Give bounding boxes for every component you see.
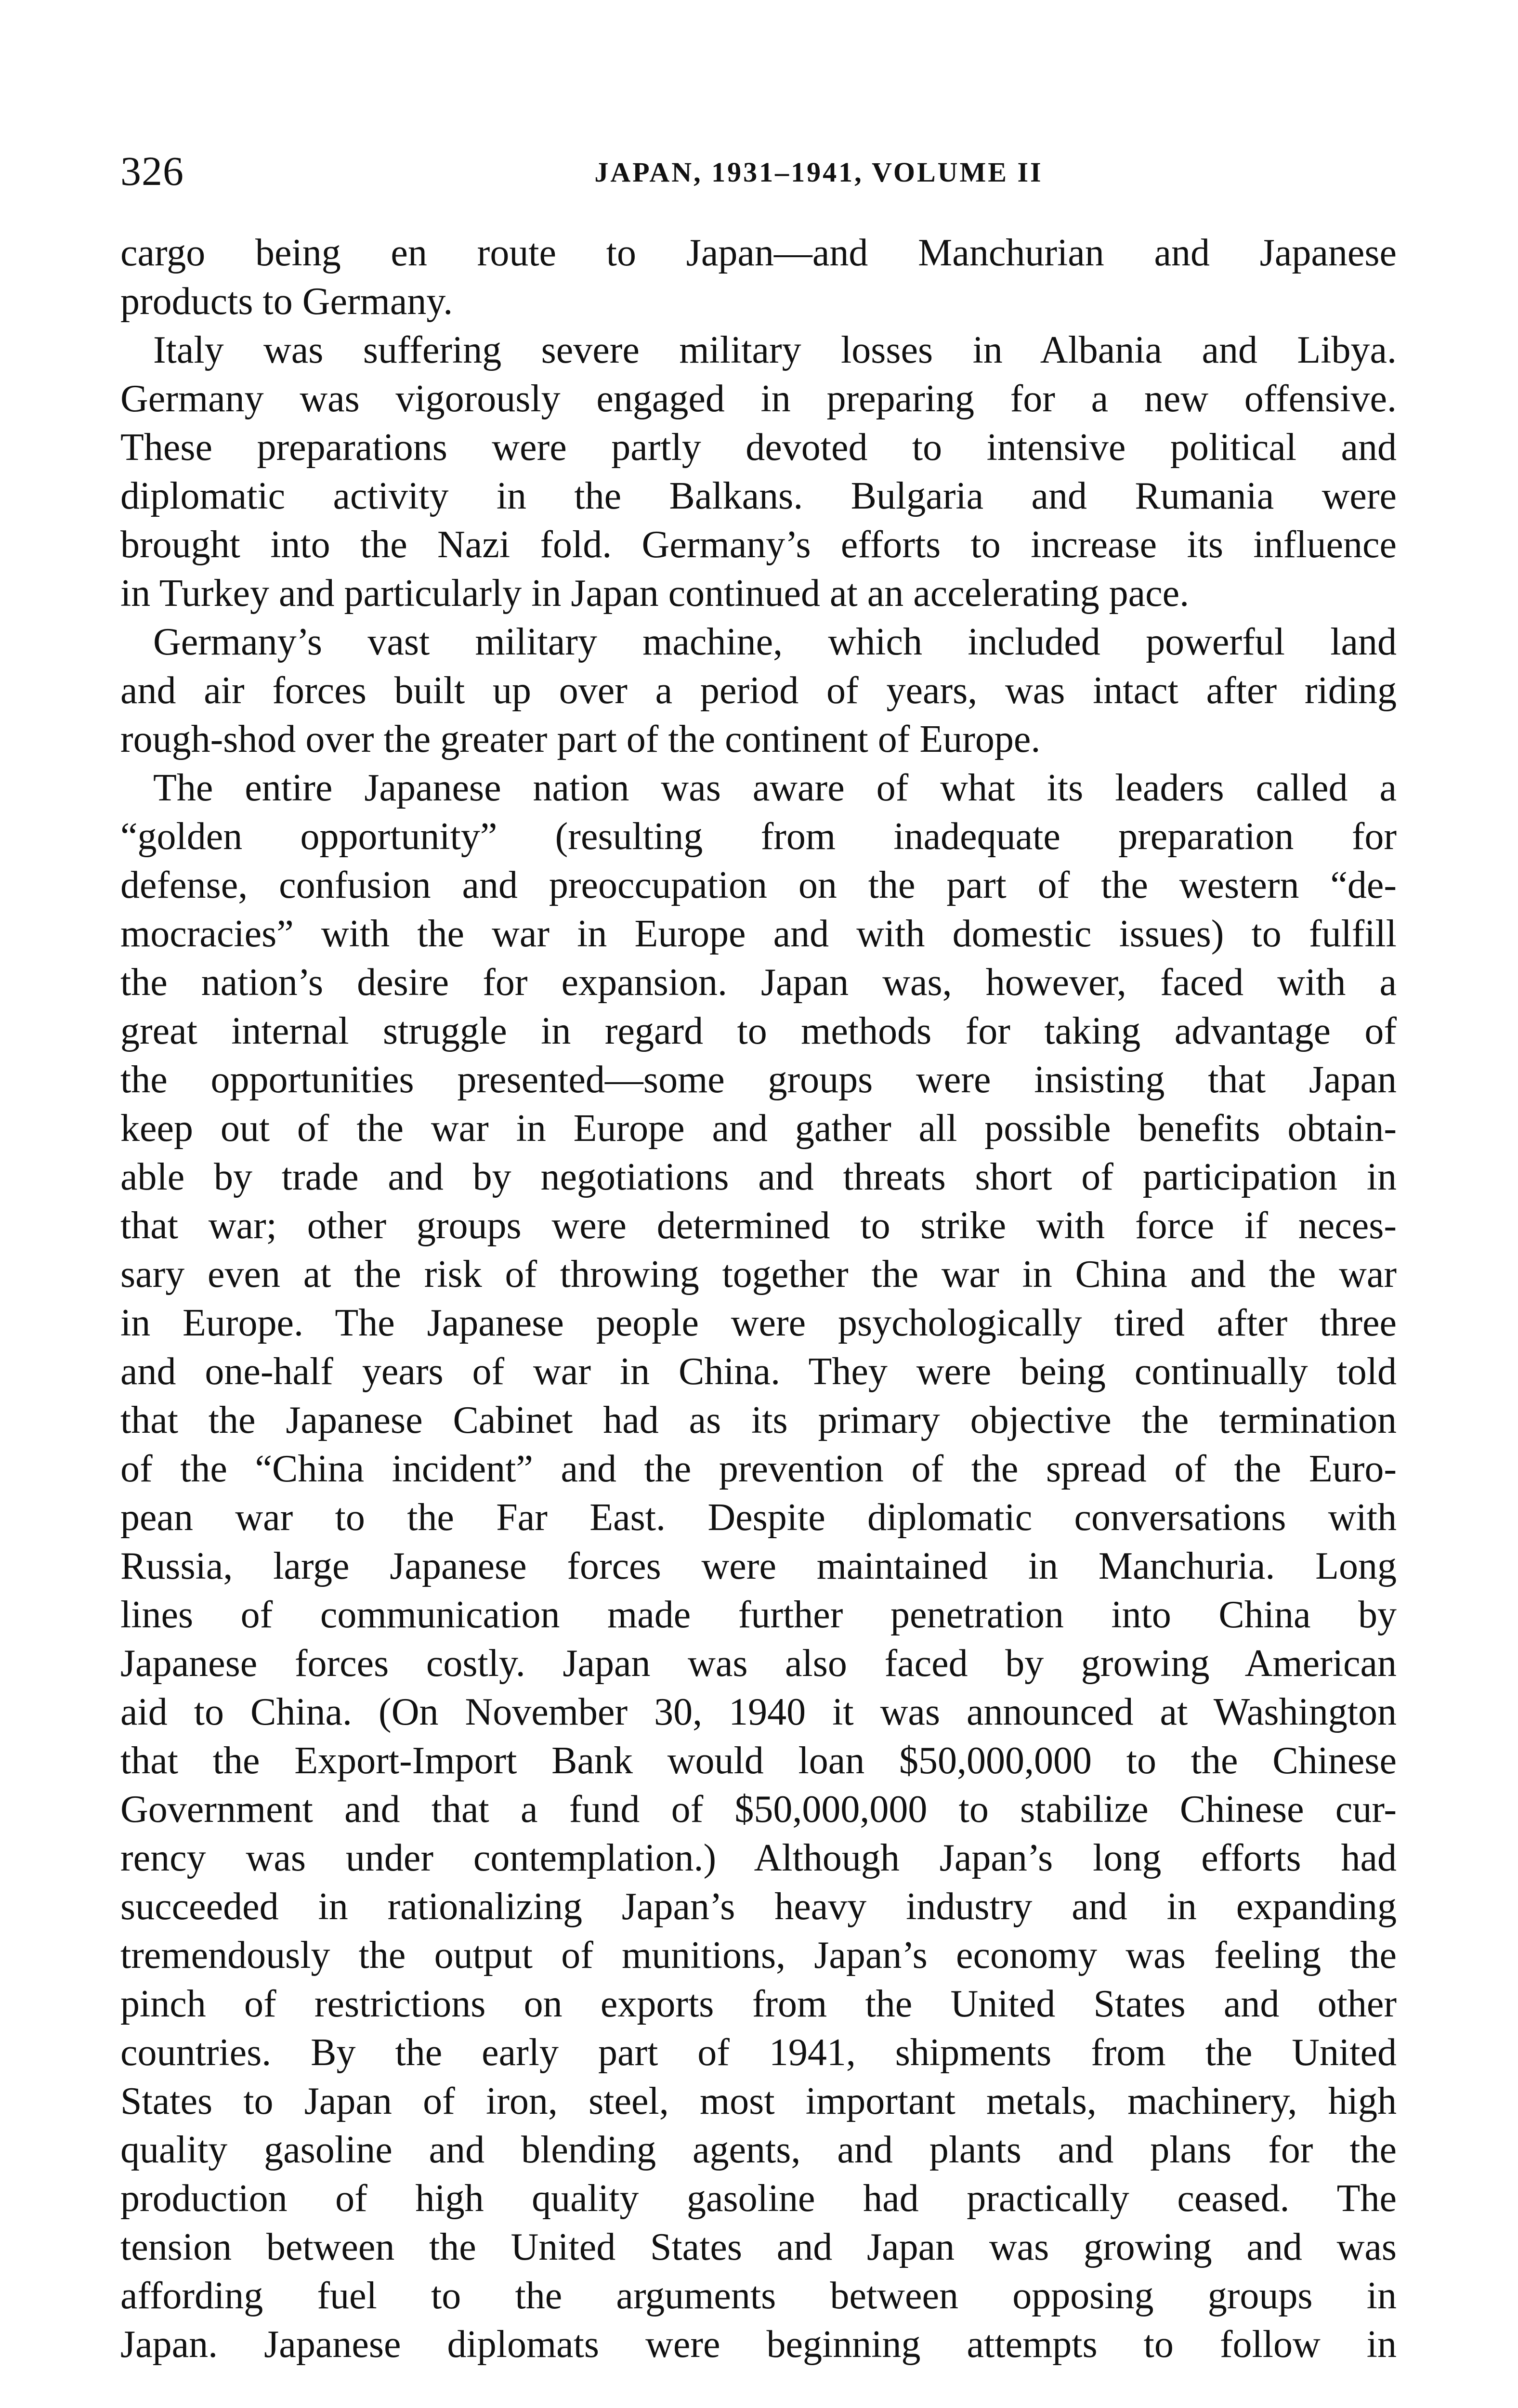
text-line: able by trade and by negotiations and threats short of participation in	[120, 1156, 1397, 1198]
paragraph	[120, 618, 1397, 764]
paragraph	[120, 326, 1397, 618]
running-head	[120, 144, 1397, 197]
text-line: Japan. Japanese diplomats were beginning attempts to follow in	[120, 2323, 1397, 2366]
text-line: Government and that a fund of $50,000,000 to stabilize Chinese cur-	[120, 1788, 1397, 1831]
text-line: States to Japan of iron, steel, most important metals, machinery, high	[120, 2080, 1397, 2122]
text-line: keep out of the war in Europe and gather all possible benefits obtain-	[120, 1107, 1397, 1150]
body-text	[120, 229, 1397, 2369]
text-line: production of high quality gasoline had practically ceased. The	[120, 2177, 1397, 2220]
text-line: great internal struggle in regard to methods for taking advantage of	[120, 1010, 1397, 1052]
text-line: tremendously the output of munitions, Japan’s economy was feeling the	[120, 1934, 1397, 1976]
text-line: cargo being en route to Japan—and Manchurian and Japanese	[120, 232, 1397, 274]
text-line: sary even at the risk of throwing together the war in China and the war	[120, 1253, 1397, 1296]
text-line: affording fuel to the arguments between opposing groups in	[120, 2275, 1397, 2317]
running-title: JAPAN, 1931–1941, VOLUME II	[594, 157, 1043, 188]
text-line: and one-half years of war in China. They were being continually told	[120, 1350, 1397, 1393]
text-line: products to Germany.	[120, 280, 453, 323]
text-line: “golden opportunity” (resulting from inadequate preparation for	[120, 815, 1397, 858]
text-line: tension between the United States and Japan was growing and was	[120, 2226, 1397, 2268]
text-line: lines of communication made further penetration into China by	[120, 1594, 1397, 1636]
paragraph	[120, 229, 1397, 326]
text-line: succeeded in rationalizing Japan’s heavy industry and in expanding	[120, 1885, 1397, 1928]
text-line: Russia, large Japanese forces were maintained in Manchuria. Long	[120, 1545, 1397, 1587]
text-line: Italy was suffering severe military losses in Albania and Libya.	[153, 329, 1397, 371]
text-line: brought into the Nazi fold. Germany’s efforts to increase its influence	[120, 523, 1397, 566]
text-line: and air forces built up over a period of years, was intact after riding	[120, 669, 1397, 712]
text-line: in Europe. The Japanese people were psychologically tired after three	[120, 1302, 1397, 1344]
text-line: The entire Japanese nation was aware of what its leaders called a	[153, 767, 1397, 809]
text-line: that war; other groups were determined to strike with force if neces-	[120, 1204, 1397, 1247]
text-line: countries. By the early part of 1941, shipments from the United	[120, 2031, 1397, 2074]
text-line: defense, confusion and preoccupation on the part of the western “de-	[120, 864, 1397, 906]
text-line: pean war to the Far East. Despite diplomatic conversations with	[120, 1496, 1397, 1539]
text-line: diplomatic activity in the Balkans. Bulgaria and Rumania were	[120, 475, 1397, 517]
text-line: These preparations were partly devoted to intensive political and	[120, 426, 1397, 469]
text-line: that the Export-Import Bank would loan $50,000,000 to the Chinese	[120, 1740, 1397, 1782]
text-line: that the Japanese Cabinet had as its primary objective the termination	[120, 1399, 1397, 1441]
text-line: quality gasoline and blending agents, and plants and plans for the	[120, 2129, 1397, 2171]
paragraph	[120, 764, 1397, 2369]
text-line: Germany’s vast military machine, which included powerful land	[153, 621, 1397, 663]
text-line: rency was under contemplation.) Although Japan’s long efforts had	[120, 1837, 1397, 1879]
text-line: Japanese forces costly. Japan was also faced by growing American	[120, 1642, 1397, 1685]
text-line: mocracies” with the war in Europe and with domestic issues) to fulfill	[120, 913, 1397, 955]
text-line: of the “China incident” and the prevention of the spread of the Euro-	[120, 1448, 1397, 1490]
text-line: rough-shod over the greater part of the continent of Europe.	[120, 718, 1041, 760]
text-line: the opportunities presented—some groups were insisting that Japan	[120, 1059, 1397, 1101]
text-line: aid to China. (On November 30, 1940 it was announced at Washington	[120, 1691, 1397, 1733]
text-line: Germany was vigorously engaged in preparing for a new offensive.	[120, 378, 1397, 420]
text-line: pinch of restrictions on exports from the United States and other	[120, 1983, 1397, 2025]
text-line: in Turkey and particularly in Japan continued at an accelerating pace.	[120, 572, 1190, 615]
page-number: 326	[120, 148, 184, 194]
text-line: the nation’s desire for expansion. Japan was, however, faced with a	[120, 961, 1397, 1004]
